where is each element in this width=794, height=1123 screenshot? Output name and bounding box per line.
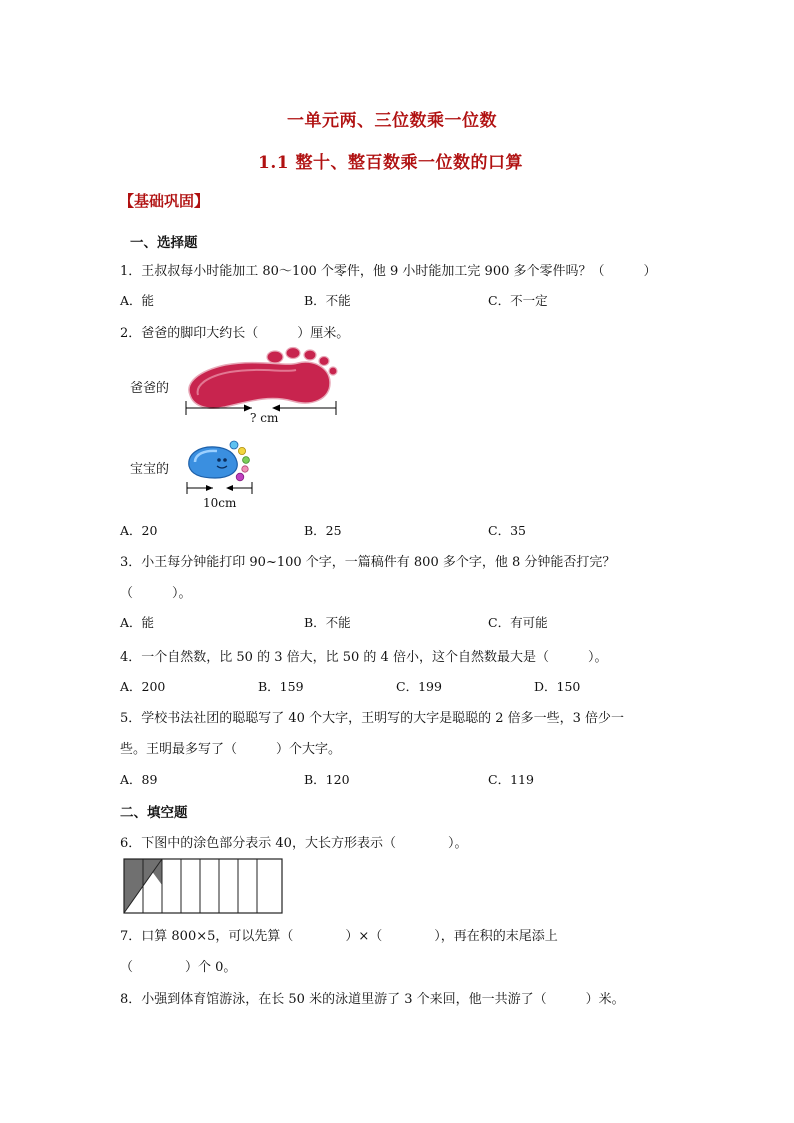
question-5: 5．学校书法社团的聪聪写了 40 个大字，王明写的大字是聪聪的 2 倍多一些，3 倍少一	[120, 711, 625, 726]
question-4: 4．一个自然数，比 50 的 3 倍大，比 50 的 4 倍小，这个自然数最大是（ ）。	[120, 650, 608, 665]
section-tag: 【基础巩固】	[119, 192, 210, 210]
question-7-cont: （ ）个 0。	[120, 960, 237, 975]
q3-option-c[interactable]: C．有可能	[488, 615, 548, 630]
q1-option-b[interactable]: B．不能	[304, 293, 351, 308]
section-choice-heading: 一、选择题	[130, 235, 198, 251]
question-5-cont: 些。王明最多写了（ ）个大字。	[120, 742, 342, 757]
baby-footprint-figure	[183, 438, 258, 498]
question-6: 6．下图中的涂色部分表示 40，大长方形表示（ ）。	[120, 836, 468, 851]
q2-option-a[interactable]: A．20	[120, 523, 158, 538]
baby-foot-label: 宝宝的	[130, 462, 170, 477]
section-fill-heading: 二、填空题	[120, 805, 188, 821]
q3-option-a[interactable]: A．能	[120, 615, 155, 630]
dad-foot-label: 爸爸的	[130, 381, 170, 396]
dad-measure-label: ? cm	[250, 411, 279, 425]
q4-option-c[interactable]: C．199	[396, 679, 442, 694]
q1-option-a[interactable]: A．能	[120, 293, 155, 308]
baby-measure-label: 10cm	[203, 496, 237, 510]
question-2: 2．爸爸的脚印大约长（ ）厘米。	[120, 326, 350, 341]
question-8: 8．小强到体育馆游泳，在长 50 米的泳道里游了 3 个来回，他一共游了（ ）米。	[120, 992, 625, 1007]
q2-option-c[interactable]: C．35	[488, 523, 526, 538]
q1-option-c[interactable]: C．不一定	[488, 293, 548, 308]
q3-option-b[interactable]: B．不能	[304, 615, 351, 630]
unit-title: 一单元两、三位数乘一位数	[287, 111, 497, 131]
question-1: 1．王叔叔每小时能加工 80～100 个零件，他 9 小时能加工完 900 多个零件吗？（ ）	[120, 264, 657, 279]
dad-footprint-icon	[189, 348, 337, 409]
q2-option-b[interactable]: B．25	[304, 523, 342, 538]
question-3-blank: （ ）。	[120, 586, 192, 601]
q5-option-c[interactable]: C．119	[488, 772, 534, 787]
q5-option-a[interactable]: A．89	[120, 772, 158, 787]
lesson-title: 1.1 整十、整百数乘一位数的口算	[258, 153, 523, 173]
q4-option-b[interactable]: B．159	[258, 679, 304, 694]
baby-footprint-icon	[189, 441, 250, 481]
question-7: 7．口算 800×5，可以先算（ ）×（ ），再在积的末尾添上	[120, 929, 558, 944]
question-3: 3．小王每分钟能打印 90~100 个字，一篇稿件有 800 多个字，他 8 分钟能否打完？	[120, 555, 616, 570]
q4-option-d[interactable]: D．150	[534, 679, 581, 694]
q5-option-b[interactable]: B．120	[304, 772, 350, 787]
q4-option-a[interactable]: A．200	[120, 679, 166, 694]
rectangle-diagram	[123, 858, 283, 914]
